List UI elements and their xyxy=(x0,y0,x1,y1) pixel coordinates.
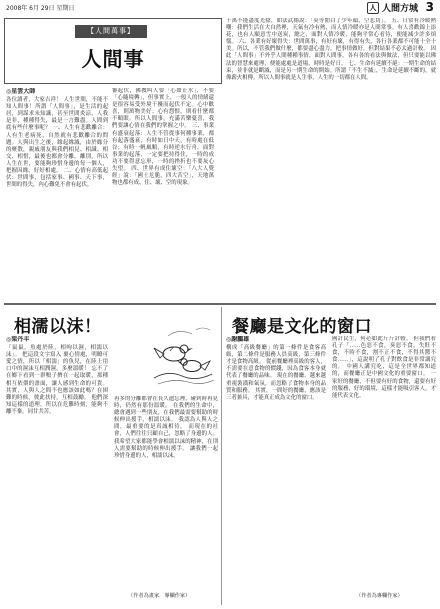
article2-column-2 xyxy=(114,396,218,586)
article2-column-1 xyxy=(6,336,108,598)
article3-author: ◎謝鵬雄 xyxy=(226,336,250,343)
article2-text-1: 「鼠鼠，魚處於陸，相呴以濕，相濡以沫」。 把這段文字寫入 裹心情處，明瞭可愛之情，所以「相濡」的魚兒，在陸上用口中的濕沫互相潤濕，多麼溫暖！ 忘不了在鄉下看到一群鴨子擠在一起取暖，那種相互依偎的畫面，讓人感到生命的可貴。其實，人與人之間不也應該如此嗎？在困難的時候，彼此扶持，互相鼓勵。 他們深知這樣的道理，所以在危難時刻，能夠不離不棄，同甘共苦。 xyxy=(6,345,108,415)
section-divider xyxy=(4,303,436,305)
article1-text-left: 各位讀者，大家吉祥！ 人生世間，不能不知人間事！所謂「人間事」，是生活的起居，到謀求未知識，甚至世間炎涼，人我是非，種種得失，最是一言難盡。人間到底有些什麼事呢？ 一、人生有悲歡離合：人有生老病死，自然就有悲歡離合的問題。人與出生之後，緣起緣滅，由於緣分的聚散，親戚朋友與我們相見、相識、相交、相惜，最後也都會分離，離別，所以人生在世，要能夠珍惜身邊的每一個人，把握因緣，好好相處。 二、心情有高低起伏：世間事，包括家事、國事、天下事，世間的得失，內心難免不會有起伏。 xyxy=(6,97,108,189)
article1-column-left xyxy=(6,88,108,300)
article3-column-1 xyxy=(226,336,326,598)
article1-byline: ◎星雲大師 xyxy=(6,88,36,95)
article1-column-right xyxy=(226,18,436,300)
page-header xyxy=(0,0,440,16)
article1-column-middle xyxy=(112,88,214,300)
article1-text-middle: 審起伏，佛教叫人要「心如止水」，不要「心隨境轉」，但事實上，一般人的情緒還是很容易受外境干擾而起伏不定。心中歡喜，則萬物美好；心有怨恨，則看什麼都不順眼。所以人間事，充滿苦樂憂喜，我們要讓心情在我們的掌握之中。 三、事業有盛衰起落：人生不管從事何種事業，都有起落盛衰，有時如日中天，有時處在低谷；有時一帆風順，有時逆水行舟。面對事業的起落，一定要把持得住，一時的成功不要得意忘形，一時的挫折也不要灰心失望。 四、世界有成住壞空：「八大人覺經」說：「國土危脆，四大苦空」，天地萬物也都有成、住、壞、空的現象。 xyxy=(112,88,214,187)
section-tag: 【人間萬事】 xyxy=(75,25,147,38)
article2-author: ◎梁丹丰 xyxy=(6,336,30,343)
article3-title: 餐廳是文化的窗口 xyxy=(232,317,372,337)
page-number: 3 xyxy=(425,0,434,14)
article3-credit: （作者為專欄作家） xyxy=(356,593,403,599)
article3-text-2: 國計民生，何必如此斤斤計較。 但我們看孔子「……色惡不食，臭惡不食，失飪不食，不時不食，割不正不食，不得其醬不食……」，這說明了孔子對飲食是非常講究的。 中國人講究吃，這是全世界都知道的，而餐廳正是中國文化的重要窗口。 一家好的餐廳，不但要有好的食物，還要有好的服務，好的環境，這樣才能吸引客人，才能代表文化。 xyxy=(332,336,436,399)
section-title-box xyxy=(4,18,222,84)
brand-logo-icon: 人 xyxy=(367,2,379,14)
article1-text-right: 千萬不能盡度光陰，如法武揚說：「莫等閒白了少年頭，空悲切」。 五、日常有冷暖熱嘲：我們生活在大自然裡，天氣有冷有熱，而人情冷暖亦是人間常事。有人喜歡錦上添花，也有人願意雪中送炭，總之，面對人情冷暖，能夠平常心看待，便能減少許多煩惱。 六、各業有好壞得失：世間萬事，有好有壞，有得有失，各行各業都不可能十全十美。所以，不管我們做什麼，都要盡心盡力，把事情做好，但對結果不必太過計較。 因此「人間事」不外乎人間種種事情，面對人間事，各有各的看法與做法，但只要能以佛法的智慧來處理，便能處處是道場，時時是好日。 七、生命有延續不絕：一期生命的結束，並非就是斷滅，而是另一期生命的開始。所謂「不生不滅」，生命是延續不斷的，就像薪火相傳。所以人間事就是人生事，人生的一切都在人間。 xyxy=(226,18,436,81)
article2-credit: （作者為畫家．專欄作家） xyxy=(128,593,191,599)
article2-illustration xyxy=(148,318,218,392)
article3-text-1: 構成「高級餐廳」的第一條件是食客高級，第二條件是服務人員高級，第三條件才是食物高級。 從前餐廳裡高級的客人，不需要在意食物的價錢，因為食客本身就代表了餐廳的品味。 現在的餐廳，越來越重視裝潢和氣氛，而忽略了食物本身的品質和服務。 其實，一間好的餐廳，應該是三者兼具，才能真正成為文化的窗口。 xyxy=(226,345,326,401)
article2-text-2: 再多的分離都會在長久遺忘裡，碰到時再見時，仍然有那份溫暖。 在我們的生命中，總會遇到一些朋友，在我們最需要幫助的時候伸出援手，相濡以沫。 我認為人與人之間，最重要的是真誠相待。 而現在的社會，人們往往只顧自己，忽略了身邊的人。 我希望大家都能學會相濡以沫的精神，在別人需要幫助的時候伸出援手。 讓我們一起珍惜身邊的人，相濡以沫。 xyxy=(114,396,218,459)
brand-name: 人間方城 xyxy=(381,4,418,14)
publication-date: 2008年 6月 29日 星期日 xyxy=(6,5,75,12)
article2-title: 相濡以沫！ xyxy=(14,317,102,337)
birds-illustration-icon xyxy=(148,318,218,392)
article3-column-2 xyxy=(332,336,436,588)
section-title: 人間事 xyxy=(81,47,145,71)
column-divider xyxy=(221,307,222,605)
brand xyxy=(367,1,418,14)
